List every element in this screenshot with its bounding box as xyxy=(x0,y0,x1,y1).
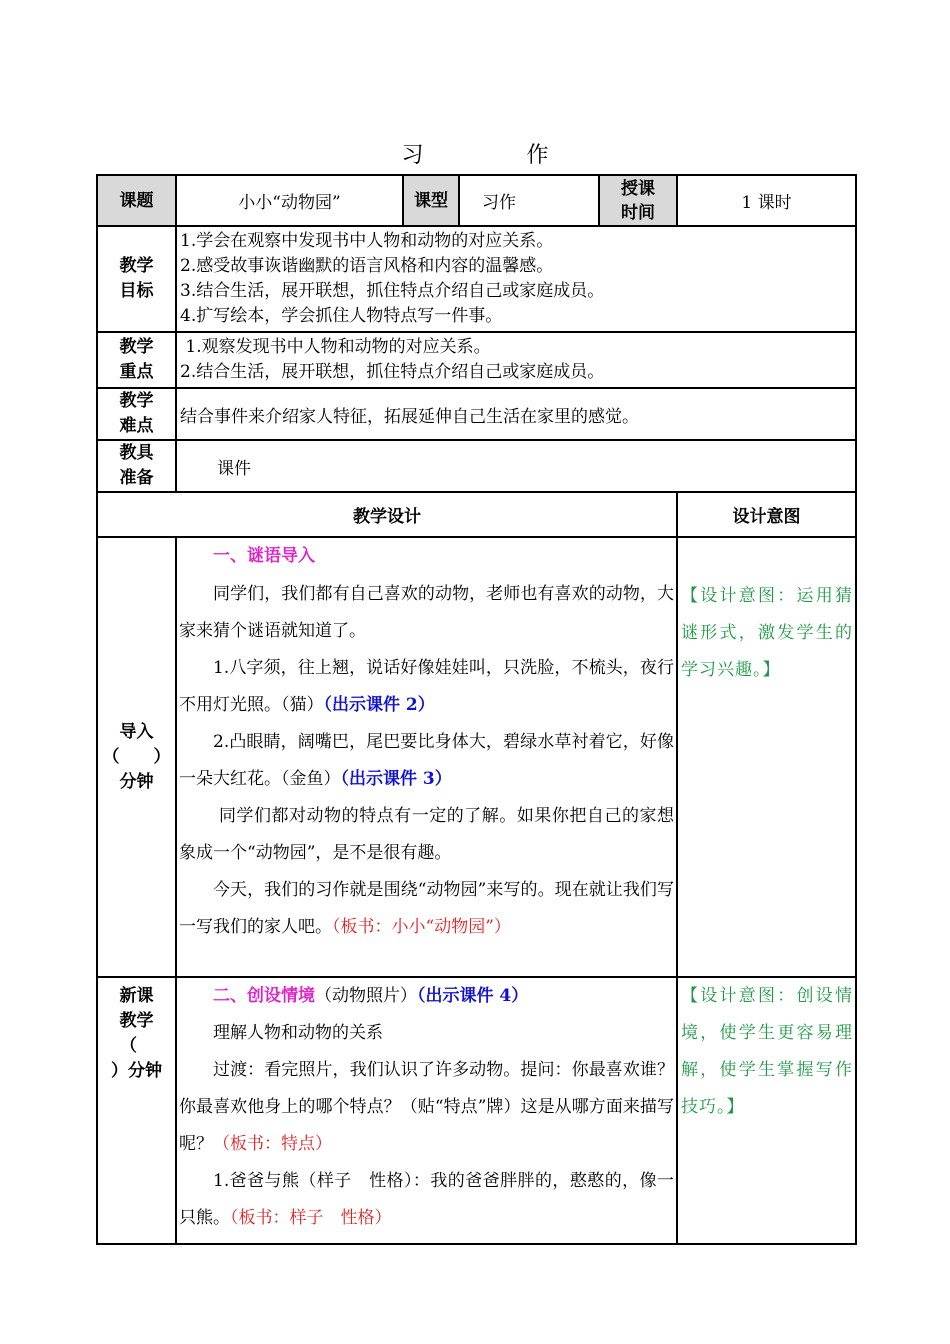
lesson-plan-table xyxy=(96,174,857,1245)
header-row xyxy=(97,175,856,226)
new-lesson-row xyxy=(97,977,856,1244)
new-lesson-subheading: 理解人物和动物的关系 xyxy=(213,1023,383,1043)
intro-intent: 【设计意图：运用猜谜形式，激发学生的学习兴趣。】 xyxy=(677,537,856,977)
materials-content xyxy=(176,440,856,492)
key-points-row xyxy=(97,332,856,388)
goals-label-line-2: 目标 xyxy=(119,281,154,301)
new-lesson-label-line-1: 新课 xyxy=(119,986,154,1006)
goal-item: 4.扩写绘本，学会抓住人物特点写一件事。 xyxy=(180,306,503,326)
time-label-line-1: 授课 xyxy=(621,178,655,199)
intro-board-note: （板书：小小“动物园”） xyxy=(332,917,511,937)
type-label: 课型 xyxy=(403,175,459,226)
riddle-2-text: 2.凸眼睛，阔嘴巴，尾巴要比身体大，碧绿水草衬着它，好像一朵大红花。（金鱼） xyxy=(179,732,674,789)
design-header: 教学设计 xyxy=(97,492,677,537)
new-lesson-board-note-2: （板书：样子 性格） xyxy=(230,1208,392,1228)
difficulties-label-line-1: 教学 xyxy=(119,391,154,411)
goals-label-line-1: 教学 xyxy=(119,256,154,276)
goal-item: 1.学会在观察中发现书中人物和动物的对应关系。 xyxy=(180,231,554,251)
goals-label xyxy=(97,226,176,332)
key-points-content xyxy=(176,332,856,388)
intro-row xyxy=(97,537,856,977)
new-lesson-intent: 【设计意图：创设情境，使学生更容易理解，使学生掌握写作技巧。】 xyxy=(677,977,856,1244)
intro-label-line-2: （ ） xyxy=(102,746,171,767)
intro-label xyxy=(97,537,176,977)
new-lesson-label-line-2: 教学 xyxy=(119,1011,154,1031)
intro-closing xyxy=(179,872,674,946)
new-lesson-transition-text: 过渡：看完照片，我们认识了许多动物。提问：你最喜欢谁？你最喜欢他身上的哪个特点？（贴“特点”牌）这是从哪方面来描写呢？ xyxy=(179,1060,674,1154)
type-value xyxy=(459,175,599,226)
riddle-1-text: 1.八字须，往上翘，说话好像娃娃叫，只洗脸，不梳头，夜行不用灯光照。（猫） xyxy=(179,658,674,715)
difficulties-label-line-2: 难点 xyxy=(119,416,154,436)
materials-text: 课件 xyxy=(217,458,251,479)
topic-value: 小小“动物园” xyxy=(176,175,403,226)
goal-item: 3.结合生活，展开联想，抓住特点介绍自己或家庭成员。 xyxy=(180,281,605,301)
key-points-label-line-2: 重点 xyxy=(119,362,154,382)
time-label-line-2: 时间 xyxy=(621,202,655,223)
difficulties-content: 结合事件来介绍家人特征，拓展延伸自己生活在家里的感觉。 xyxy=(176,388,856,440)
materials-label-line-1: 教具 xyxy=(119,443,154,463)
new-lesson-label-line-4: ）分钟 xyxy=(111,1061,162,1081)
materials-row xyxy=(97,440,856,492)
key-point-item: 2.结合生活，展开联想，抓住特点介绍自己或家庭成员。 xyxy=(180,362,605,382)
key-points-label xyxy=(97,332,176,388)
riddle-2 xyxy=(179,724,674,798)
new-lesson-example xyxy=(179,1163,674,1237)
new-lesson-content xyxy=(176,977,677,1244)
riddle-1-ref: （出示课件 2） xyxy=(323,695,435,715)
new-lesson-transition xyxy=(179,1052,674,1163)
difficulties-row xyxy=(97,388,856,440)
intro-heading: 一、谜语导入 xyxy=(213,546,315,566)
intro-content xyxy=(176,537,677,977)
intent-header: 设计意图 xyxy=(677,492,856,537)
intro-closing-text: 今天，我们的习作就是围绕“动物园”来写的。现在就让我们写一写我们的家人吧。 xyxy=(179,880,674,937)
materials-label xyxy=(97,440,176,492)
key-points-label-line-1: 教学 xyxy=(119,337,154,357)
difficulties-label xyxy=(97,388,176,440)
goals-content xyxy=(176,226,856,332)
new-lesson-example-text: 1.爸爸与熊（样子 性格）：我的爸爸胖胖的，憨憨的，像一只熊。 xyxy=(179,1171,674,1228)
new-lesson-heading-para xyxy=(179,978,674,1015)
intro-label-line-1: 导入 xyxy=(119,721,154,742)
new-lesson-heading-tail: （动物照片） xyxy=(315,986,417,1006)
new-lesson-heading-ref: （出示课件 4） xyxy=(417,986,529,1006)
goal-item: 2.感受故事诙谐幽默的语言风格和内容的温馨感。 xyxy=(180,256,554,276)
intro-paragraph: 同学们，我们都有自己喜欢的动物，老师也有喜欢的动物，大家来猜个谜语就知道了。 xyxy=(179,584,674,641)
new-lesson-board-note-1: （板书：特点） xyxy=(213,1134,332,1154)
materials-label-line-2: 准备 xyxy=(119,468,154,488)
intro-label-line-3: 分钟 xyxy=(119,771,154,792)
intro-transition: 同学们都对动物的特点有一定的了解。如果你把自己的家想象成一个“动物园”，是不是很有趣。 xyxy=(179,806,675,863)
intro-heading-para xyxy=(179,542,674,576)
page-title: 习 作 xyxy=(401,143,597,168)
type-value-text: 习作 xyxy=(482,193,516,213)
new-lesson-heading: 二、创设情境 xyxy=(213,986,315,1006)
new-lesson-label xyxy=(97,977,176,1244)
goals-row xyxy=(97,226,856,332)
design-header-row xyxy=(97,492,856,537)
time-value: 1 课时 xyxy=(677,175,856,226)
topic-label: 课题 xyxy=(97,175,176,226)
key-point-item: 1.观察发现书中人物和动物的对应关系。 xyxy=(180,337,491,357)
time-label xyxy=(599,175,677,226)
new-lesson-label-line-3: （ xyxy=(120,1036,137,1056)
riddle-1 xyxy=(179,650,674,724)
riddle-2-ref: （出示课件 3） xyxy=(340,769,452,789)
